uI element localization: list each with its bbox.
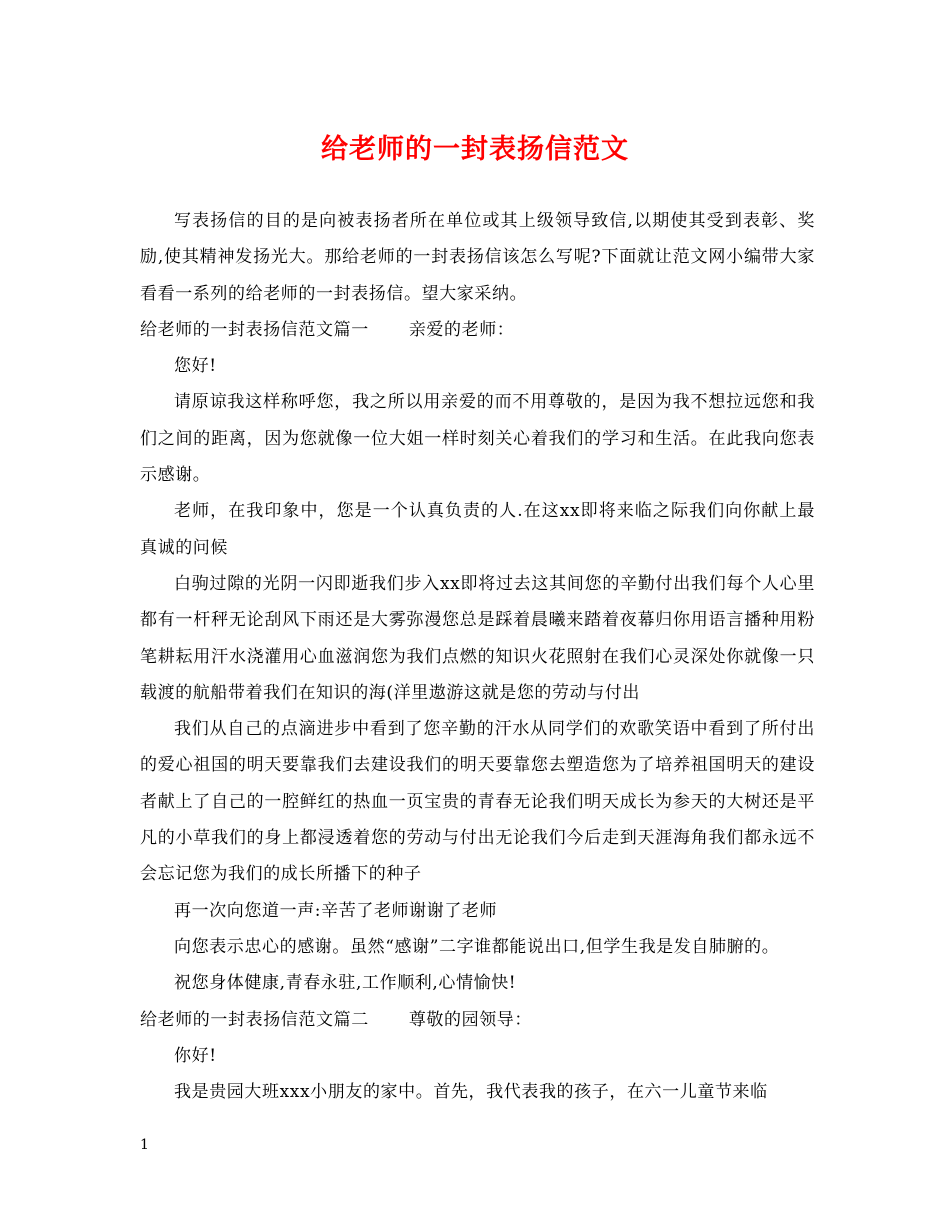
section1-paragraph: 请原谅我这样称呼您，我之所以用亲爱的而不用尊敬的，是因为我不想拉远您和我们之间的距离，因为您就像一位大姐一样时刻关心着我们的学习和生活。在此我向您表示感谢。 — [140, 392, 815, 486]
section2-heading: 给老师的一封表扬信范文篇二 — [140, 1009, 369, 1030]
section1-paragraph: 再一次向您道一声:辛苦了老师谢谢了老师 — [174, 900, 498, 921]
section1-paragraph: 老师，在我印象中，您是一个认真负责的人.在这xx即将来临之际我们向你献上最真诚的问候 — [140, 501, 815, 558]
section2-paragraph: 我是贵园大班xxx小朋友的家中。首先，我代表我的孩子，在六一儿童节来临 — [174, 1082, 768, 1103]
section1-paragraph: 白驹过隙的光阴一闪即逝我们步入xx即将过去这其间您的辛勤付出我们每个人心里都有一杆秤无论刮风下雨还是大雾弥漫您总是踩着晨曦来踏着夜幕归你用语言播种用粉笔耕耘用汗水浇灌用心血滋润您为我们点燃的知识火花照射在我们心灵深处你就像一只载渡的航船带着我们在知识的海(洋里遨游这就是您的劳动与付出 — [140, 573, 815, 703]
section1-paragraph: 向您表示忠心的感谢。虽然“感谢”二字谁都能说出口,但学生我是发自肺腑的。 — [174, 936, 780, 957]
section1-heading-line — [140, 312, 815, 348]
section1-paragraph: 祝您身体健康,青春永驻,工作顺利,心情愉快! — [174, 973, 517, 994]
section1-paragraph: 我们从自己的点滴进步中看到了您辛勤的汗水从同学们的欢歌笑语中看到了所付出的爱心祖国的明天要靠我们去建设我们的明天要靠您去塑造您为了培养祖国明天的建设者献上了自己的一腔鲜红的热血一页宝贵的青春无论我们明天成长为参天的大树还是平凡的小草我们的身上都浸透着您的劳动与付出无论我们今后走到天涯海角我们都永远不会忘记您为我们的成长所播下的种子 — [140, 719, 815, 885]
page-number: 1 — [140, 1137, 149, 1153]
section1-salutation: 亲爱的老师： — [408, 319, 515, 340]
section2-salutation: 尊敬的园领导： — [408, 1009, 533, 1030]
section1-heading: 给老师的一封表扬信范文篇一 — [140, 319, 369, 340]
section2-greeting: 你好! — [174, 1045, 217, 1066]
section2-heading-line — [140, 1002, 815, 1038]
document-title: 给老师的一封表扬信范文 — [321, 134, 629, 165]
document-body — [140, 203, 815, 1110]
intro-paragraph: 写表扬信的目的是向被表扬者所在单位或其上级领导致信,以期使其受到表彰、奖励,使其精神发扬光大。那给老师的一封表扬信该怎么写呢?下面就让范文网小编带大家看看一系列的给老师的一封表扬信。望大家采纳。 — [140, 211, 815, 304]
section1-greeting: 您好! — [174, 356, 217, 377]
